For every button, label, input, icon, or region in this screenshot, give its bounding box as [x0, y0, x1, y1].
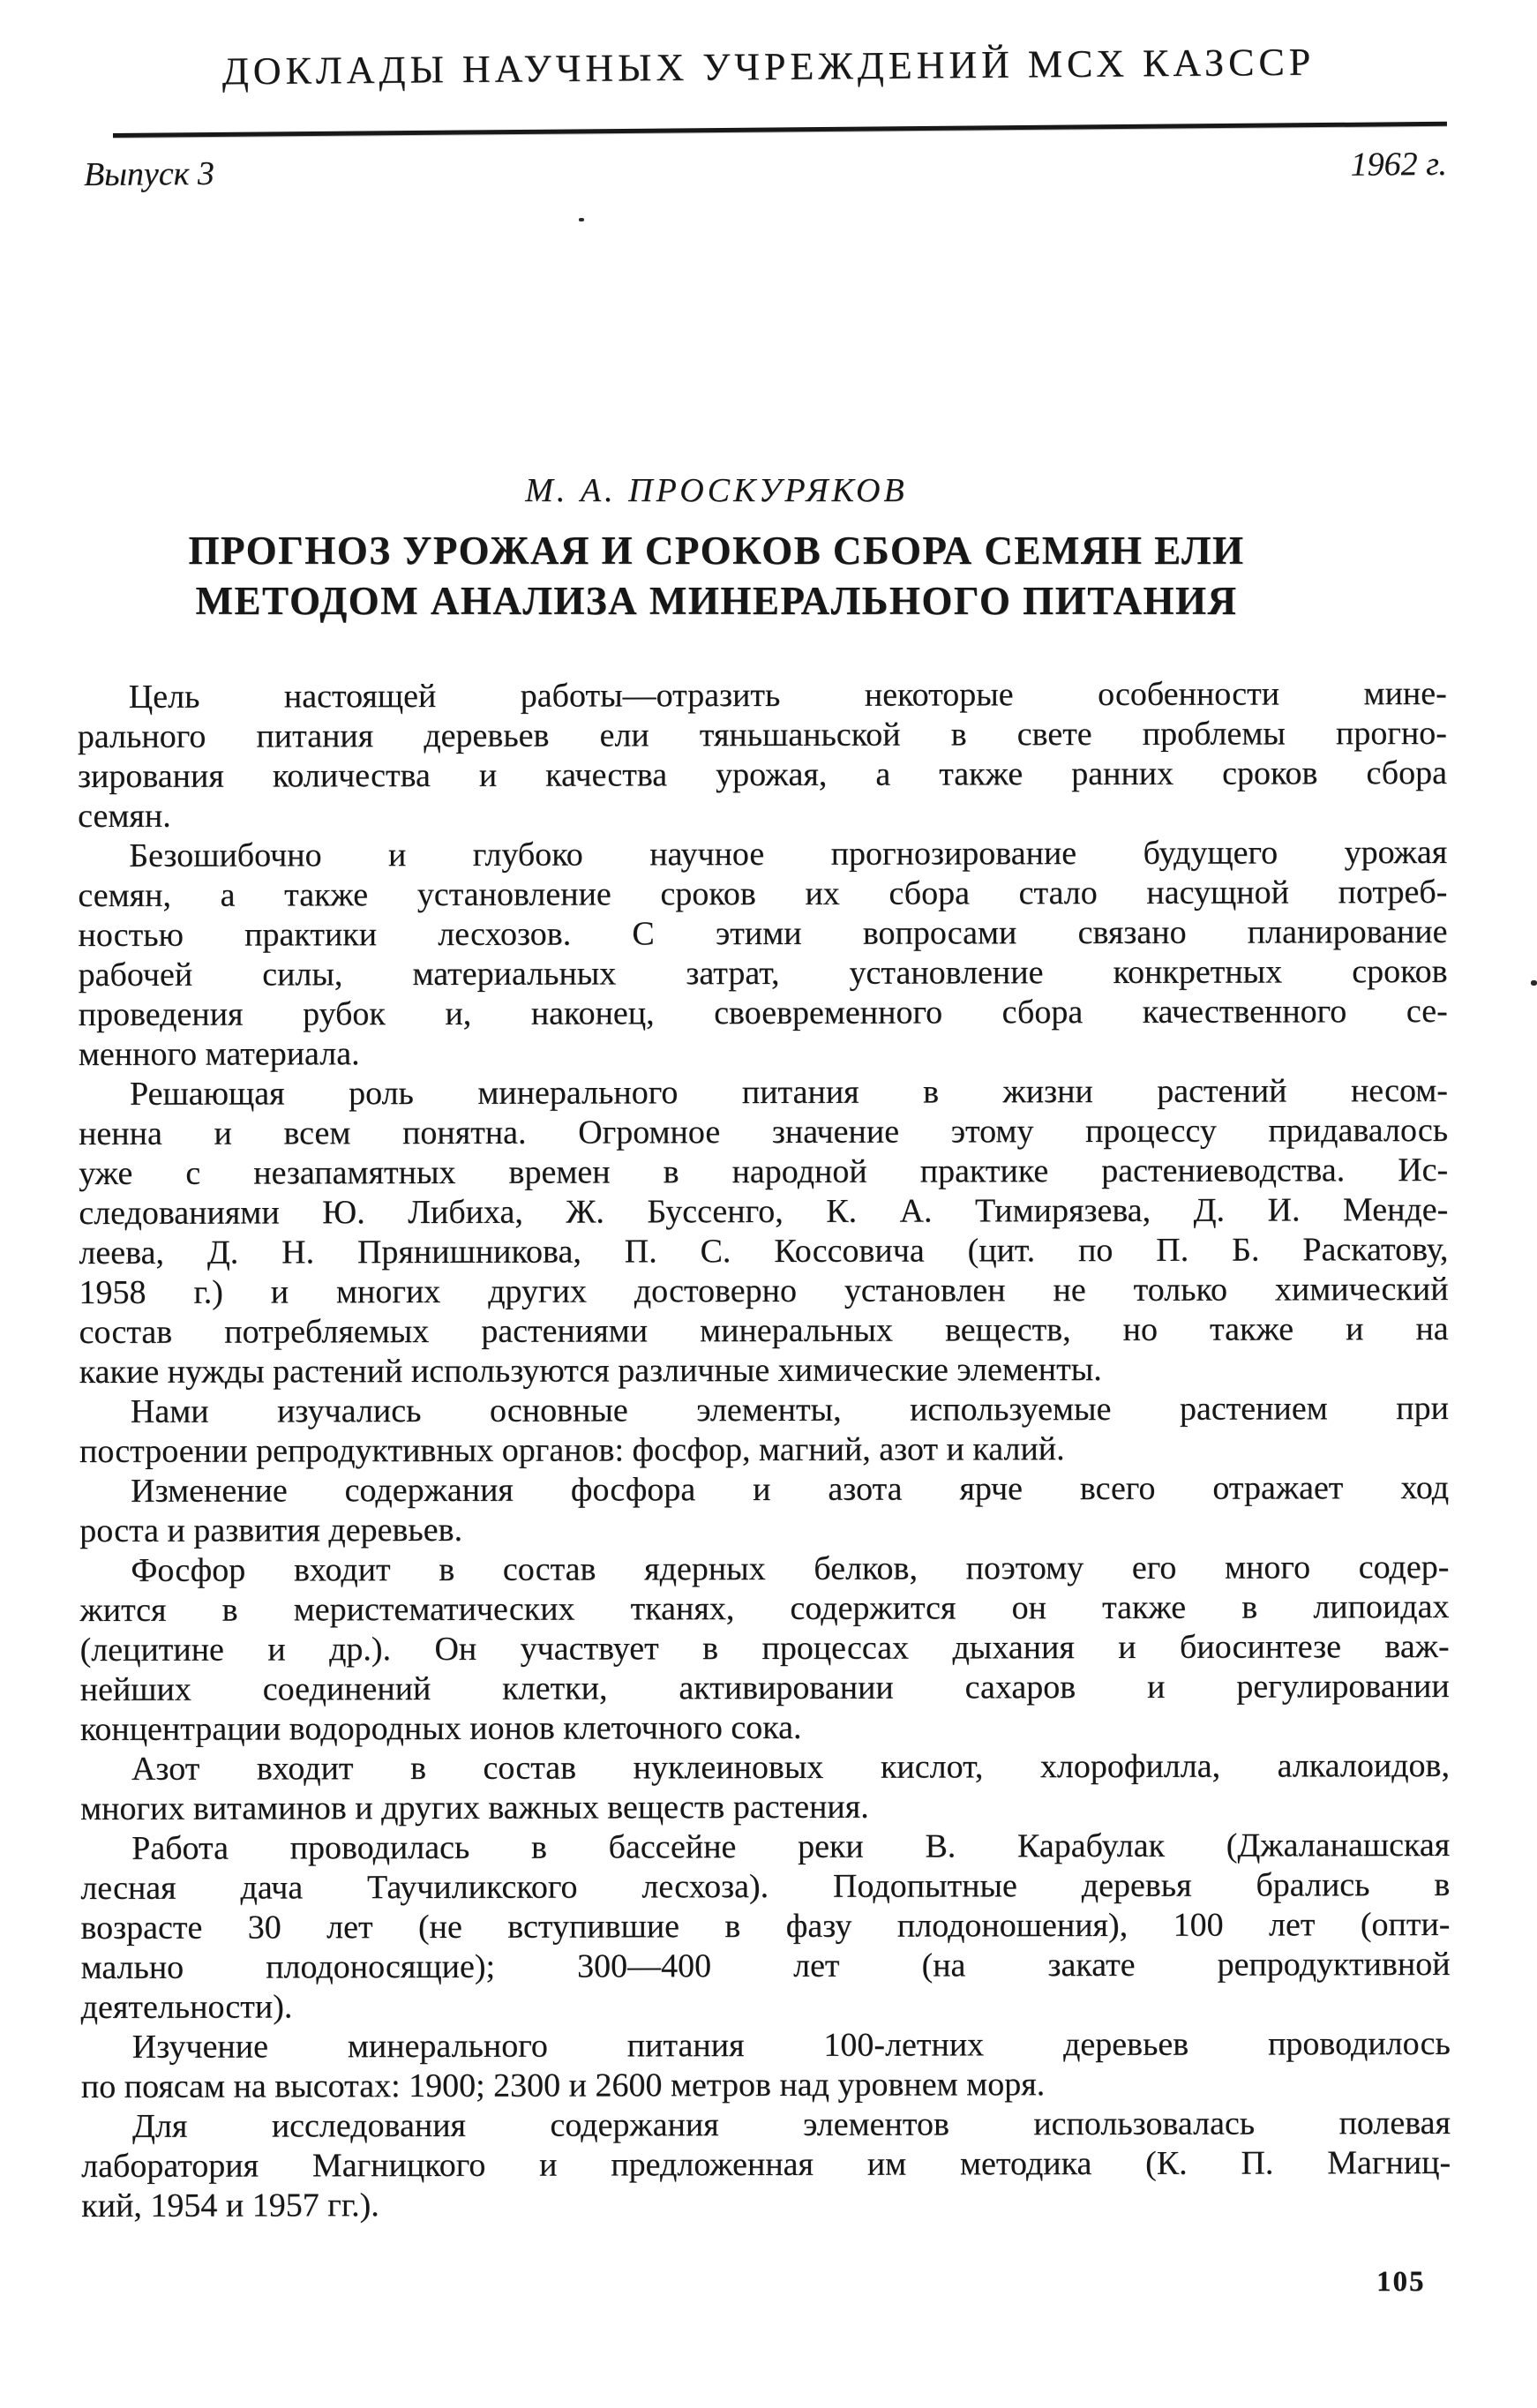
year-label: 1962 г.	[1350, 145, 1448, 184]
text-line: ненна и всем понятна. Огромное значение этому процессу придавалось	[79, 1111, 1449, 1153]
header-rule	[113, 122, 1447, 138]
text-line: нейших соединений клетки, активировании сахаров и регулировании	[79, 1667, 1450, 1709]
text-line: Цель настоящей работы—отразить некоторые особенности мине-	[128, 674, 1447, 716]
text-line: рального питания деревьев ели тяньшаньской в свете проблемы прогно-	[77, 714, 1447, 756]
text-line: кий, 1954 и 1957 гг.).	[81, 2187, 379, 2225]
paragraph	[81, 2104, 1451, 2226]
text-line: следованиями Ю. Либиха, Ж. Буссенго, К. А. Тимирязева, Д. И. Менде-	[79, 1190, 1449, 1233]
text-line: Изменение содержания фосфора и азота ярче всего отражает ход	[131, 1468, 1450, 1510]
text-line: лесная дача Таучиликского лесхоза). Подопытные деревья брались в	[80, 1865, 1451, 1908]
paragraph	[79, 1548, 1450, 1750]
text-line: построении репродуктивных органов: фосфор, магний, азот и калий.	[79, 1430, 1065, 1471]
text-line: рабочей силы, материальных затрат, установление конкретных сроков	[78, 952, 1448, 994]
text-line: многих витаминов и других важных веществ растения.	[80, 1788, 869, 1828]
text-line: какие нужды растений используются различные химические элементы.	[79, 1350, 1102, 1392]
text-line: Нами изучались основные элементы, используемые растением при	[130, 1389, 1449, 1430]
paragraph	[79, 1071, 1449, 1392]
text-line: концентрации водородных ионов клеточного сока.	[79, 1708, 802, 1749]
text-line: зирования количества и качества урожая, а также ранних сроков сбора	[77, 754, 1448, 796]
text-line: жится в меристематических тканях, содержится он также в липоидах	[79, 1587, 1450, 1630]
text-line: леева, Д. Н. Прянишникова, П. С. Коссовича (цит. по П. Б. Раскатову,	[79, 1230, 1449, 1272]
text-line: состав потребляемых растениями минеральных веществ, но также и на	[79, 1309, 1449, 1352]
text-line: мально плодоносящие); 300—400 лет (на закате репродуктивной	[80, 1945, 1451, 1987]
scan-speck	[1531, 980, 1537, 986]
text-line: уже с незапамятных времен в народной практике растениеводства. Ис-	[79, 1151, 1449, 1193]
article-title	[0, 526, 1537, 626]
issue-label: Выпуск 3	[83, 154, 215, 193]
author-name: М. А. ПРОСКУРЯКОВ	[525, 472, 908, 509]
paragraph	[80, 1826, 1451, 2028]
text-line: Азот входит в состав нуклеиновых кислот, хлорофилла, алкалоидов,	[131, 1746, 1450, 1788]
article-title-line-2: МЕТОДОМ АНАЛИЗА МИНЕРАЛЬНОГО ПИТАНИЯ	[195, 579, 1238, 623]
text-line: Работа проводилась в бассейне реки В. Карабулак (Джаланашская	[131, 1826, 1451, 1867]
text-line: семян, а также установление сроков их сбора стало насущной потреб-	[78, 873, 1448, 915]
scan-speck	[579, 218, 584, 221]
text-line: лаборатория Магницкого и предложенная им методика (К. П. Магниц-	[81, 2143, 1451, 2186]
text-line: ностью практики лесхозов. С этими вопросами связано планирование	[78, 912, 1448, 955]
paragraph	[78, 674, 1447, 836]
issue-row	[84, 145, 1447, 194]
paragraph	[81, 2024, 1451, 2107]
paragraph	[79, 1389, 1449, 1472]
text-line: Изучение минерального питания 100-летних деревьев проводилось	[131, 2024, 1451, 2066]
paragraph	[80, 1746, 1450, 1829]
text-line: Фосфор входит в состав ядерных белков, поэтому его много содер-	[131, 1548, 1450, 1589]
text-line: роста и развития деревьев.	[79, 1511, 463, 1550]
article-title-line-1: ПРОГНОЗ УРОЖАЯ И СРОКОВ СБОРА СЕМЯН ЕЛИ	[188, 529, 1245, 573]
paragraph	[78, 833, 1448, 1075]
text-line: (лецитине и др.). Он участвует в процессах дыхания и биосинтезе важ-	[79, 1627, 1450, 1669]
text-line: Для исследования содержания элементов использовалась полевая	[131, 2104, 1451, 2145]
text-line: Безошибочно и глубоко научное прогнозирование будущего урожая	[129, 833, 1448, 874]
paragraph	[79, 1468, 1449, 1551]
text-line: проведения рубок и, наконец, своевременного сбора качественного се-	[78, 992, 1448, 1034]
text-line: возрасте 30 лет (не вступившие в фазу плодоношения), 100 лет (опти-	[80, 1905, 1451, 1947]
text-line: 1958 г.) и многих других достоверно установлен не только химический	[79, 1270, 1449, 1312]
text-line: по поясам на высотах: 1900; 2300 и 2600 метров над уровнем моря.	[80, 2066, 1046, 2106]
text-line: менного материала.	[78, 1035, 360, 1074]
page-number: 105	[1376, 2266, 1426, 2298]
text-line: семян.	[78, 797, 171, 836]
text-line: деятельности).	[80, 1988, 293, 2027]
article-body	[78, 674, 1451, 2226]
text-line: Решающая роль минерального питания в жизни растений несом-	[129, 1071, 1448, 1113]
journal-header: ДОКЛАДЫ НАУЧНЫХ УЧРЕЖДЕНИЙ МСХ КАЗССР	[221, 40, 1316, 94]
